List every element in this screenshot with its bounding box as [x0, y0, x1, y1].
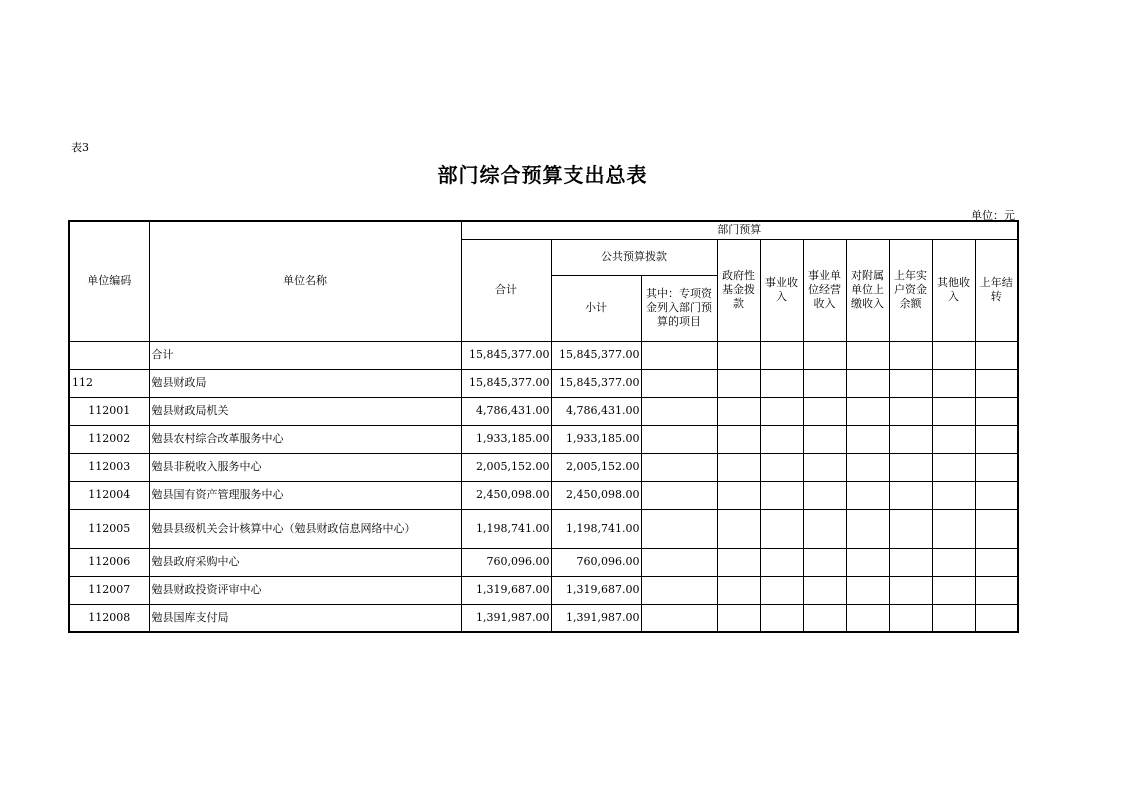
- cell-prior-year-carry: [975, 425, 1018, 453]
- cell-special-items: [641, 453, 717, 481]
- cell-subtotal: 1,198,741.00: [551, 509, 641, 548]
- header-subtotal: 小计: [551, 275, 641, 341]
- cell-special-items: [641, 481, 717, 509]
- cell-subordinate-income: [846, 481, 889, 509]
- cell-other-income: [932, 397, 975, 425]
- cell-total: 1,319,687.00: [461, 576, 551, 604]
- table-row: [69, 453, 1018, 481]
- table-tag: 表3: [71, 141, 89, 154]
- cell-subordinate-income: [846, 576, 889, 604]
- header-subordinate-income: 对附属单位上缴收入: [846, 239, 889, 341]
- cell-unit-name: 勉县财政局: [149, 369, 461, 397]
- cell-business-income: [760, 397, 803, 425]
- table-row: [69, 397, 1018, 425]
- cell-total: 1,198,741.00: [461, 509, 551, 548]
- cell-total: 1,933,185.00: [461, 425, 551, 453]
- header-gov-fund: 政府性基金拨款: [717, 239, 760, 341]
- cell-prior-year-carry: [975, 397, 1018, 425]
- table-header: [69, 221, 1018, 341]
- cell-subtotal: 1,391,987.00: [551, 604, 641, 632]
- header-prior-year-balance: 上年实户资金余额: [889, 239, 932, 341]
- cell-other-income: [932, 453, 975, 481]
- cell-total: 4,786,431.00: [461, 397, 551, 425]
- cell-unit-code: 112006: [69, 548, 149, 576]
- cell-business-income: [760, 509, 803, 548]
- cell-unit-code: [69, 341, 149, 369]
- cell-prior-year-balance: [889, 453, 932, 481]
- table-row: [69, 548, 1018, 576]
- cell-business-ops-income: [803, 576, 846, 604]
- cell-subordinate-income: [846, 425, 889, 453]
- cell-total: 2,005,152.00: [461, 453, 551, 481]
- cell-business-ops-income: [803, 341, 846, 369]
- cell-subtotal: 15,845,377.00: [551, 341, 641, 369]
- cell-gov-fund: [717, 369, 760, 397]
- cell-special-items: [641, 397, 717, 425]
- cell-unit-name: 勉县国库支付局: [149, 604, 461, 632]
- cell-business-ops-income: [803, 509, 846, 548]
- header-dept-budget: 部门预算: [461, 221, 1018, 239]
- cell-unit-code: 112007: [69, 576, 149, 604]
- cell-unit-name: 合计: [149, 341, 461, 369]
- cell-business-ops-income: [803, 369, 846, 397]
- cell-prior-year-carry: [975, 341, 1018, 369]
- cell-subordinate-income: [846, 548, 889, 576]
- cell-other-income: [932, 341, 975, 369]
- cell-other-income: [932, 548, 975, 576]
- cell-business-ops-income: [803, 453, 846, 481]
- cell-business-ops-income: [803, 397, 846, 425]
- cell-special-items: [641, 341, 717, 369]
- cell-unit-name: 勉县财政投资评审中心: [149, 576, 461, 604]
- cell-unit-name: 勉县财政局机关: [149, 397, 461, 425]
- cell-unit-name: 勉县政府采购中心: [149, 548, 461, 576]
- cell-subtotal: 2,005,152.00: [551, 453, 641, 481]
- cell-gov-fund: [717, 481, 760, 509]
- header-unit-code: 单位编码: [69, 221, 149, 341]
- cell-business-income: [760, 341, 803, 369]
- cell-business-income: [760, 576, 803, 604]
- unit-label: 单位：元: [971, 209, 1015, 222]
- page-title: 部门综合预算支出总表: [437, 163, 648, 187]
- cell-prior-year-carry: [975, 481, 1018, 509]
- cell-business-income: [760, 369, 803, 397]
- cell-business-income: [760, 548, 803, 576]
- cell-prior-year-balance: [889, 604, 932, 632]
- cell-subtotal: 760,096.00: [551, 548, 641, 576]
- cell-other-income: [932, 604, 975, 632]
- cell-unit-name: 勉县县级机关会计核算中心（勉县财政信息网络中心）: [149, 509, 461, 548]
- cell-total: 1,391,987.00: [461, 604, 551, 632]
- cell-subtotal: 4,786,431.00: [551, 397, 641, 425]
- cell-unit-name: 勉县农村综合改革服务中心: [149, 425, 461, 453]
- cell-special-items: [641, 576, 717, 604]
- cell-subordinate-income: [846, 453, 889, 481]
- cell-business-income: [760, 453, 803, 481]
- cell-subordinate-income: [846, 341, 889, 369]
- cell-special-items: [641, 369, 717, 397]
- cell-gov-fund: [717, 576, 760, 604]
- cell-business-ops-income: [803, 425, 846, 453]
- cell-subtotal: 1,319,687.00: [551, 576, 641, 604]
- cell-subtotal: 1,933,185.00: [551, 425, 641, 453]
- cell-business-income: [760, 481, 803, 509]
- cell-total: 760,096.00: [461, 548, 551, 576]
- cell-business-income: [760, 604, 803, 632]
- table-row: [69, 576, 1018, 604]
- header-special-items: 其中：专项资金列入部门预算的项目: [641, 275, 717, 341]
- cell-gov-fund: [717, 604, 760, 632]
- cell-other-income: [932, 576, 975, 604]
- cell-gov-fund: [717, 548, 760, 576]
- cell-business-ops-income: [803, 481, 846, 509]
- cell-other-income: [932, 509, 975, 548]
- cell-prior-year-carry: [975, 509, 1018, 548]
- cell-unit-name: 勉县国有资产管理服务中心: [149, 481, 461, 509]
- header-public-budget: 公共预算拨款: [551, 239, 717, 275]
- cell-prior-year-carry: [975, 576, 1018, 604]
- header-business-ops-income: 事业单位经营收入: [803, 239, 846, 341]
- cell-business-income: [760, 425, 803, 453]
- table-row: [69, 481, 1018, 509]
- cell-unit-code: 112008: [69, 604, 149, 632]
- cell-special-items: [641, 509, 717, 548]
- cell-total: 2,450,098.00: [461, 481, 551, 509]
- cell-gov-fund: [717, 453, 760, 481]
- cell-other-income: [932, 425, 975, 453]
- cell-gov-fund: [717, 425, 760, 453]
- cell-subordinate-income: [846, 369, 889, 397]
- cell-prior-year-balance: [889, 548, 932, 576]
- cell-total: 15,845,377.00: [461, 369, 551, 397]
- table-row: [69, 509, 1018, 548]
- cell-business-ops-income: [803, 548, 846, 576]
- cell-prior-year-balance: [889, 397, 932, 425]
- header-unit-name: 单位名称: [149, 221, 461, 341]
- budget-expenditure-table: [68, 220, 1019, 633]
- cell-special-items: [641, 604, 717, 632]
- cell-unit-code: 112: [69, 369, 149, 397]
- table-row: [69, 425, 1018, 453]
- cell-unit-code: 112001: [69, 397, 149, 425]
- cell-prior-year-balance: [889, 481, 932, 509]
- cell-prior-year-balance: [889, 369, 932, 397]
- cell-gov-fund: [717, 397, 760, 425]
- cell-prior-year-carry: [975, 548, 1018, 576]
- header-total: 合计: [461, 239, 551, 341]
- header-prior-year-carry: 上年结转: [975, 239, 1018, 341]
- cell-prior-year-balance: [889, 509, 932, 548]
- cell-other-income: [932, 369, 975, 397]
- cell-subordinate-income: [846, 397, 889, 425]
- cell-prior-year-balance: [889, 576, 932, 604]
- table-row: [69, 604, 1018, 632]
- cell-subordinate-income: [846, 604, 889, 632]
- table-row: [69, 369, 1018, 397]
- cell-unit-code: 112004: [69, 481, 149, 509]
- cell-gov-fund: [717, 341, 760, 369]
- cell-special-items: [641, 548, 717, 576]
- table-body: [69, 341, 1018, 632]
- cell-total: 15,845,377.00: [461, 341, 551, 369]
- cell-subtotal: 2,450,098.00: [551, 481, 641, 509]
- cell-business-ops-income: [803, 604, 846, 632]
- cell-other-income: [932, 481, 975, 509]
- cell-prior-year-balance: [889, 425, 932, 453]
- cell-prior-year-carry: [975, 453, 1018, 481]
- cell-unit-code: 112003: [69, 453, 149, 481]
- cell-prior-year-balance: [889, 341, 932, 369]
- cell-gov-fund: [717, 509, 760, 548]
- header-other-income: 其他收入: [932, 239, 975, 341]
- cell-prior-year-carry: [975, 369, 1018, 397]
- cell-special-items: [641, 425, 717, 453]
- cell-subordinate-income: [846, 509, 889, 548]
- cell-subtotal: 15,845,377.00: [551, 369, 641, 397]
- table-row: [69, 341, 1018, 369]
- cell-unit-name: 勉县非税收入服务中心: [149, 453, 461, 481]
- cell-unit-code: 112005: [69, 509, 149, 548]
- cell-prior-year-carry: [975, 604, 1018, 632]
- cell-unit-code: 112002: [69, 425, 149, 453]
- header-business-income: 事业收入: [760, 239, 803, 341]
